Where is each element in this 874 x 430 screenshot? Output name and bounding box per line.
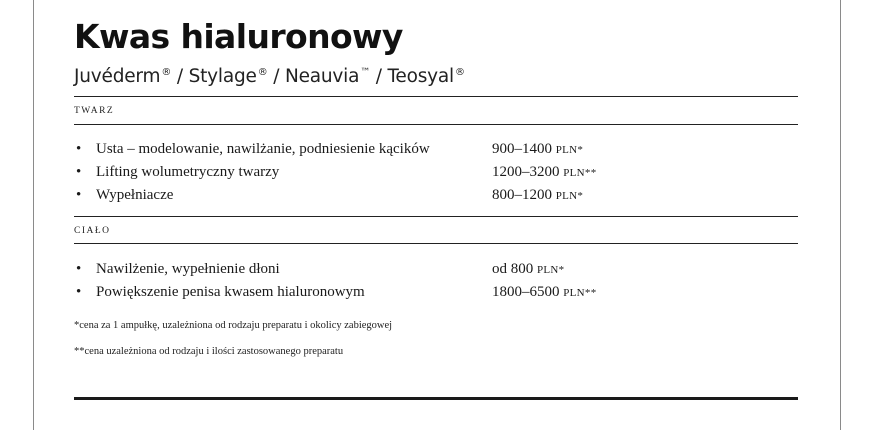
price-unit: PLN** (563, 167, 597, 179)
page-border-right (840, 0, 841, 430)
price-unit: PLN** (563, 287, 597, 299)
treatment-name: Lifting wolumetryczny twarzy (96, 164, 280, 180)
brand-name: Stylage (188, 66, 257, 87)
brand-mark: ® (161, 67, 172, 78)
section-divider (74, 124, 798, 125)
brand-mark: ® (455, 67, 465, 78)
price-unit: PLN* (555, 144, 584, 156)
price-value: 800–1200 (492, 187, 552, 203)
price-list-cialo (74, 258, 798, 304)
section-divider (74, 216, 798, 217)
list-item (74, 138, 798, 161)
page-border-left (33, 0, 34, 430)
bullet: • (76, 164, 82, 180)
price-value: 1800–6500 (492, 284, 560, 300)
list-item (74, 281, 798, 304)
footnote-single-star: *cena za 1 ampułkę, uzależniona od rodzaju preparatu i okolicy zabiegowej (74, 320, 393, 331)
treatment-price (492, 258, 564, 282)
brand-separator: / (171, 66, 189, 87)
treatment-price (492, 161, 597, 185)
list-item (74, 161, 798, 184)
section-label-cialo: CIAŁO (74, 226, 111, 236)
list-item (74, 258, 798, 281)
section-divider (74, 243, 798, 244)
bullet: • (76, 284, 82, 300)
treatment-name: Powiększenie penisa kwasem hialuronowym (96, 284, 365, 300)
brand-name: Neauvia (284, 66, 360, 87)
bullet: • (76, 187, 82, 203)
treatment-price (492, 138, 583, 162)
brand-mark: ™ (360, 67, 371, 78)
treatment-name: Wypełniacze (96, 187, 174, 203)
price-unit: PLN* (537, 264, 565, 276)
brand-name: Teosyal (387, 66, 454, 87)
treatment-name: Usta – modelowanie, nawilżanie, podniesienie kącików (96, 141, 430, 157)
price-value: od 800 (492, 261, 534, 277)
brand-list (74, 60, 465, 90)
footnote-double-star: **cena uzależniona od rodzaju i ilości zastosowanego preparatu (74, 346, 344, 357)
brand-separator: / (267, 66, 285, 87)
section-label-twarz: TWARZ (74, 106, 115, 116)
treatment-name: Nawilżenie, wypełnienie dłoni (96, 261, 280, 277)
section-divider (74, 96, 798, 97)
treatment-price (492, 184, 583, 208)
list-item (74, 184, 798, 207)
treatment-price (492, 281, 597, 305)
page-title: Kwas hialuronowy (74, 17, 403, 56)
price-unit: PLN* (555, 190, 584, 202)
brand-separator: / (370, 66, 388, 87)
price-list-twarz (74, 138, 798, 207)
bottom-rule (74, 397, 798, 400)
bullet: • (76, 141, 82, 157)
brand-name: Juvéderm (74, 66, 161, 87)
brand-mark: ® (257, 67, 268, 78)
price-value: 900–1400 (492, 141, 552, 157)
price-value: 1200–3200 (492, 164, 560, 180)
bullet: • (76, 261, 82, 277)
